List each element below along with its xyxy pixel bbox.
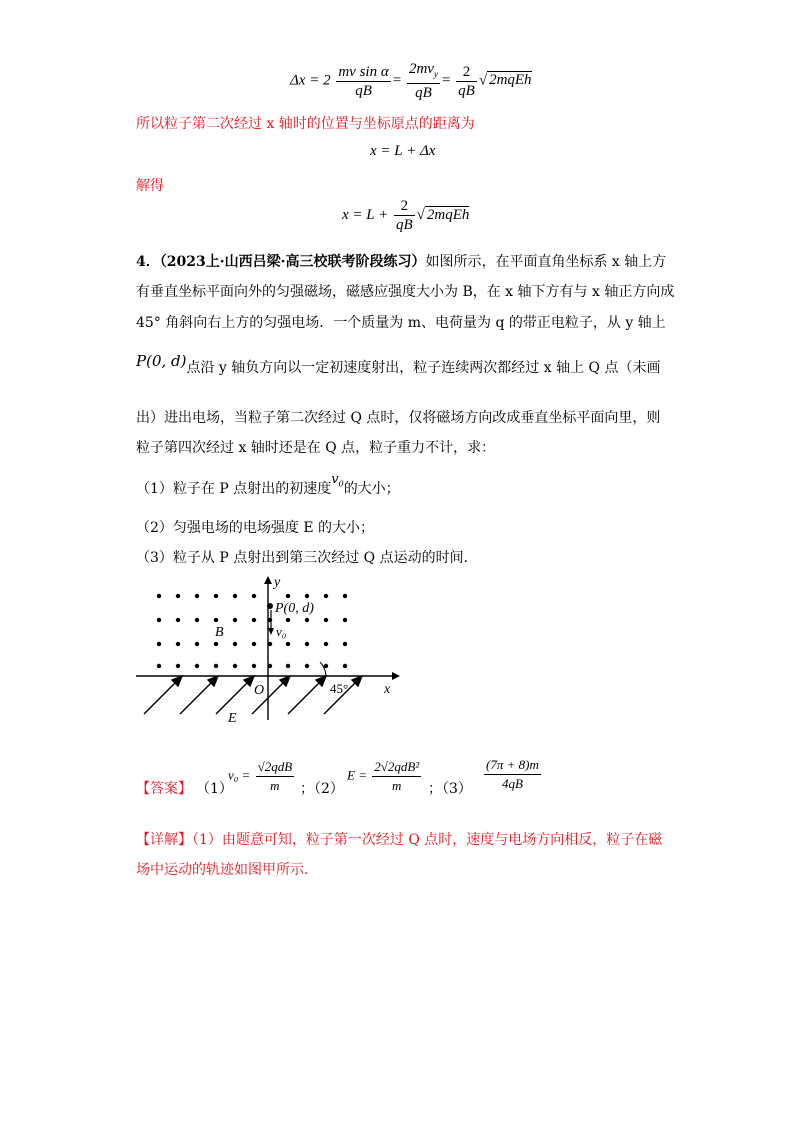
equation-x-sum: x = L + Δx — [370, 143, 436, 159]
equation-delta-x: Δx = 2 $\frac{\text{mv sin α}}{qB}$ = $\frac{2mv_y}{qB}$ = $\frac{2}{qB}$ √ 2mqEh — [290, 61, 532, 101]
problem-line-6: 粒子第四次经过 x 轴时还是在 Q 点，粒子重力不计，求： — [136, 440, 496, 456]
field-dot — [157, 594, 161, 598]
field-dot — [157, 618, 161, 622]
field-dot — [176, 664, 180, 668]
field-dot — [324, 642, 328, 646]
field-dot — [324, 618, 328, 622]
field-dot — [233, 642, 237, 646]
field-arrow — [144, 680, 178, 714]
v0-label: v₀ — [276, 624, 287, 639]
detail-tag: 【详解】 — [136, 832, 192, 848]
field-dot — [195, 642, 199, 646]
field-dot — [305, 594, 309, 598]
answer-part1-label: （1） — [196, 781, 233, 797]
question-3: （3）粒子从 P 点射出到第三次经过 Q 点运动的时间． — [136, 550, 478, 566]
y-label: y — [274, 575, 281, 590]
field-dot — [286, 664, 290, 668]
field-dot — [286, 618, 290, 622]
equation-x-result: x = L + $\frac{2}{qB}$ √ 2mqEh — [342, 198, 470, 233]
field-diagram — [130, 572, 410, 732]
angle-label: 45° — [330, 681, 349, 696]
field-dot — [343, 618, 347, 622]
field-dot — [214, 642, 218, 646]
field-dot — [343, 594, 347, 598]
problem-line-5: 出）进出电场，当粒子第二次经过 Q 点时，仅将磁场方向改成垂直坐标平面向里，则 — [136, 410, 661, 426]
problem-number: 4． — [136, 254, 160, 270]
field-arrow — [288, 680, 322, 714]
field-dot — [233, 594, 237, 598]
field-dot — [176, 594, 180, 598]
p-label: P(0, d) — [275, 601, 314, 616]
answer-2: E = $\frac{\text{2√2qdB²}}{m}$ — [347, 759, 420, 793]
detail-line-2: 场中运动的轨迹如图甲所示． — [136, 862, 318, 878]
solution-text-2: 解得 — [136, 178, 164, 194]
field-dot — [233, 664, 237, 668]
eq1-frac3: $\frac{2}{qB}$ — [458, 63, 475, 99]
problem-line-3: 45° 角斜向右上方的匀强电场．一个质量为 m、电荷量为 q 的带正电粒子，从 y 轴上 — [136, 315, 666, 331]
field-dot — [195, 618, 199, 622]
field-dot — [305, 642, 309, 646]
field-dot — [324, 664, 328, 668]
answer-3: $\frac{(7\pi + 8)m}{4qB}$ — [486, 757, 539, 791]
field-dot — [195, 664, 199, 668]
field-dot — [195, 594, 199, 598]
answer-1: v₀ = $\frac{\text{√2qdB}}{m}$ — [228, 759, 293, 793]
field-dot — [214, 664, 218, 668]
b-label: B — [215, 625, 224, 640]
field-dot — [324, 594, 328, 598]
field-dot — [176, 618, 180, 622]
field-dot — [343, 642, 347, 646]
magnetic-field-dots — [157, 594, 347, 668]
field-dot — [286, 594, 290, 598]
field-dot — [252, 664, 256, 668]
answer-separator-1: ；（2） — [300, 781, 344, 797]
problem-first-line: 4．（2023上·山西吕梁·高三校联考阶段练习）如图所示，在平面直角坐标系 x 轴上方 — [136, 254, 667, 270]
field-dot — [214, 618, 218, 622]
v0-arrowhead — [268, 628, 274, 635]
x-label: x — [384, 682, 391, 697]
y-axis-arrow — [264, 576, 272, 584]
answer-tag: 【答案】 — [136, 781, 192, 797]
problem-line-2: 有垂直坐标平面向外的匀强磁场，磁感应强度大小为 B，在 x 轴下方有与 x 轴正方向成 — [136, 284, 675, 300]
solution-text-1: 所以粒子第二次经过 x 轴时的位置与坐标原点的距离为 — [136, 116, 475, 132]
field-dot — [305, 618, 309, 622]
eq1-lhs: Δx = 2 — [290, 72, 331, 89]
eq1-frac2: $\frac{2mv_y}{qB}$ — [408, 61, 438, 101]
field-dot — [305, 664, 309, 668]
eq1-frac1: $\frac{\text{mv sin α}}{qB}$ — [338, 63, 389, 99]
field-arrow — [216, 680, 250, 714]
question-1: （1）粒子在 P 点射出的初速度$v_0$的大小； — [136, 472, 400, 497]
field-dot — [286, 642, 290, 646]
field-dot — [233, 618, 237, 622]
field-dot — [176, 642, 180, 646]
x-axis-arrow — [392, 672, 400, 680]
field-dot — [214, 594, 218, 598]
detail-line-1: 【详解】（1）由题意可知，粒子第一次经过 Q 点时，速度与电场方向相反，粒子在磁 — [136, 832, 663, 848]
field-dot — [343, 664, 347, 668]
answer-separator-2: ；（3） — [428, 781, 472, 797]
field-dot — [157, 664, 161, 668]
origin-label: O — [254, 683, 265, 698]
point-p — [267, 603, 273, 609]
problem-line-4: P(0, d)点沿 y 轴负方向以一定初速度射出，粒子连续两次都经过 x 轴上 Q 点（未画 — [136, 352, 661, 376]
e-label: E — [228, 711, 237, 726]
problem-source: （2023上·山西吕梁·高三校联考阶段练习） — [159, 254, 426, 270]
field-dot — [252, 618, 256, 622]
question-2: （2）匀强电场的电场强度 E 的大小； — [136, 520, 375, 536]
eq1-root: 2mqEh — [489, 72, 532, 89]
field-dot — [252, 594, 256, 598]
field-dot — [157, 642, 161, 646]
field-dot — [252, 642, 256, 646]
field-arrow — [180, 680, 214, 714]
